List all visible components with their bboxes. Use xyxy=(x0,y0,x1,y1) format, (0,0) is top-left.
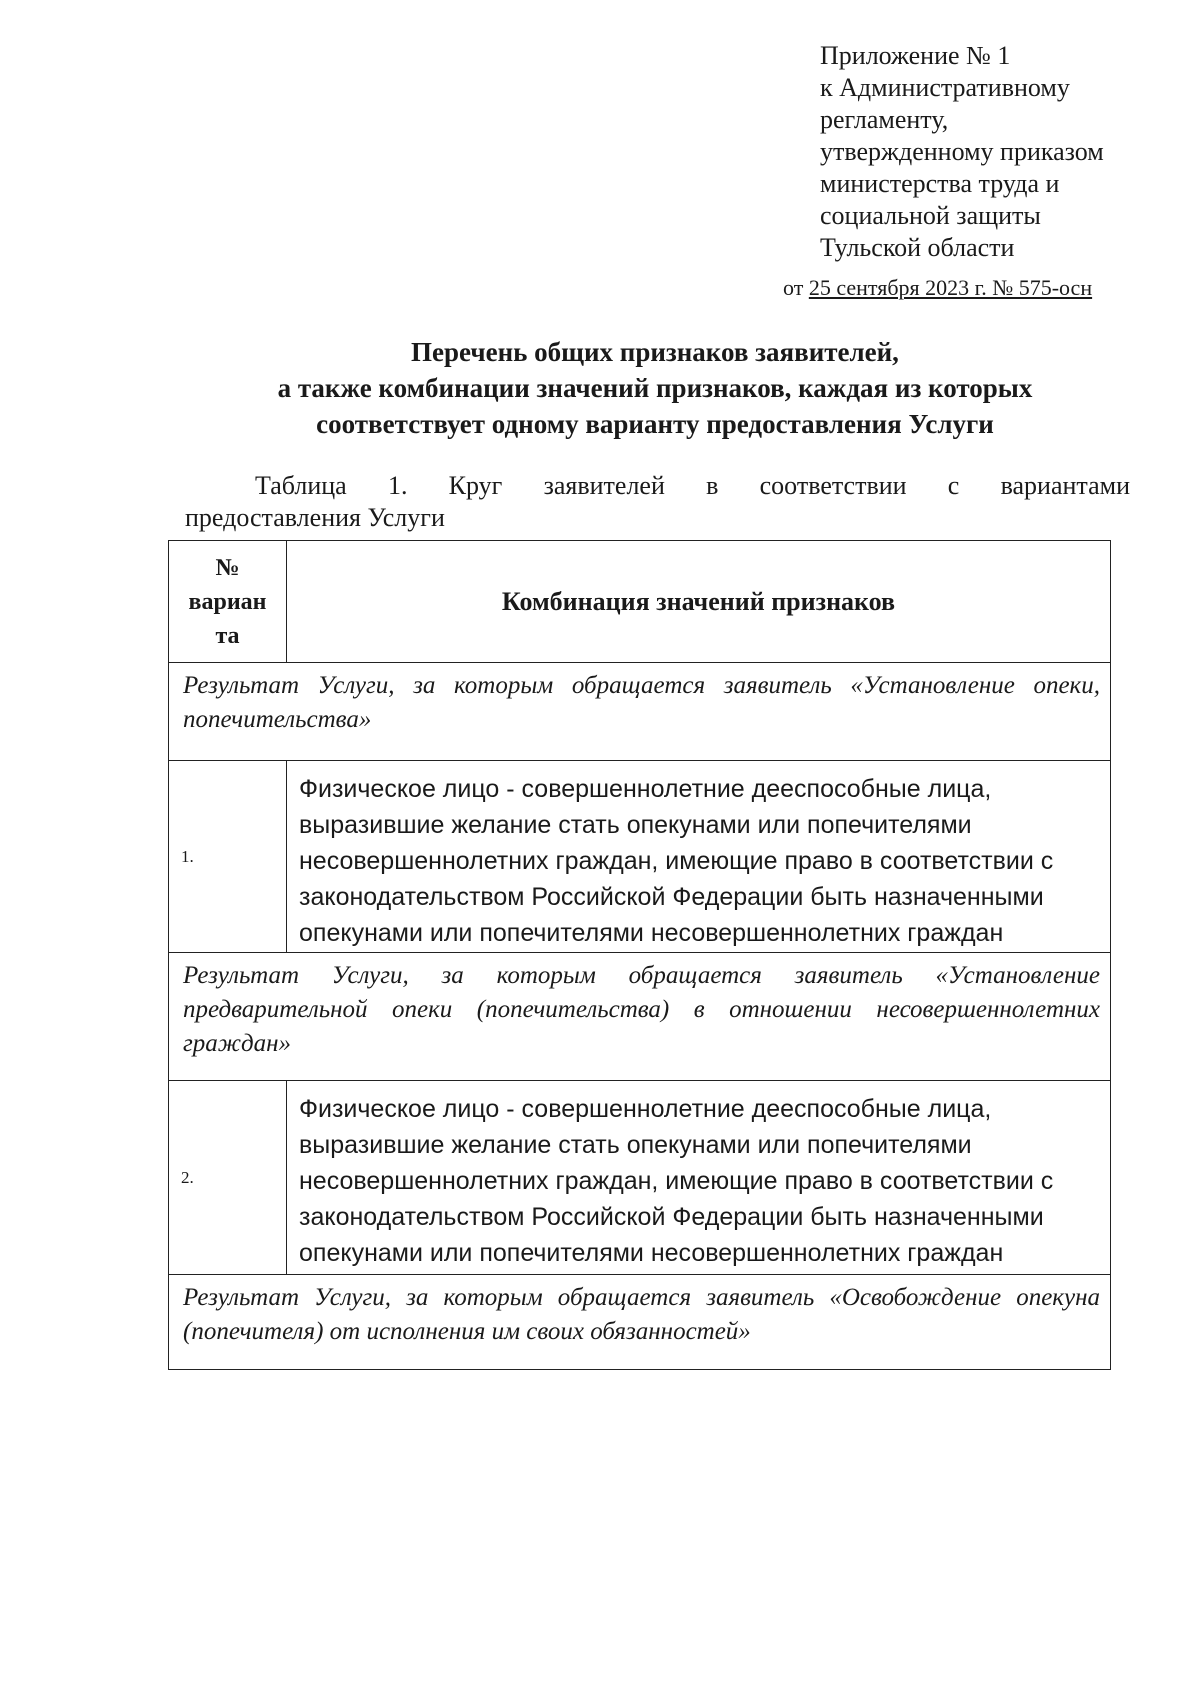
annex-block xyxy=(820,40,1180,264)
description-line: опекунами или попечителями несовершеннолетних граждан xyxy=(299,1239,1004,1267)
annex-line: социальной защиты xyxy=(820,201,1041,230)
description-line: опекунами или попечителями несовершеннолетних граждан xyxy=(299,919,1004,947)
description-line: несовершеннолетних граждан, имеющие право в соответствии с xyxy=(299,1167,1054,1195)
annex-line: Тульской области xyxy=(820,233,1015,262)
title-line: а также комбинации значений признаков, каждая из которых xyxy=(277,373,1033,403)
variant-description xyxy=(287,1081,1110,1274)
annex-date xyxy=(783,275,1092,301)
header-combination: Комбинация значений признаков xyxy=(501,586,896,616)
description-line: законодательством Российской Федерации быть назначенными xyxy=(299,883,1044,911)
variant-number: 1. xyxy=(169,761,287,952)
table-row xyxy=(169,1081,1110,1275)
table-caption xyxy=(185,470,1130,534)
description-line: выразившие желание стать опекунами или попечителями xyxy=(299,811,972,839)
table-header-row xyxy=(169,541,1110,663)
document-title xyxy=(170,334,1140,442)
annex-date-prefix: от xyxy=(783,275,804,300)
table-row xyxy=(169,761,1110,953)
variant-number: 2. xyxy=(169,1081,287,1274)
description-line: выразившие желание стать опекунами или попечителями xyxy=(299,1131,972,1159)
title-line: Перечень общих признаков заявителей, xyxy=(411,337,899,367)
variant-description xyxy=(287,761,1110,952)
header-num-line: № xyxy=(215,554,240,581)
applicants-table xyxy=(168,540,1111,1370)
description-line: законодательством Российской Федерации быть назначенными xyxy=(299,1203,1044,1231)
annex-line: регламенту, xyxy=(820,105,949,134)
header-num-line: вариан xyxy=(188,588,267,615)
caption-line-2: предоставления Услуги xyxy=(185,503,445,532)
title-line: соответствует одному варианту предоставления Услуги xyxy=(316,409,994,439)
annex-line: министерства труда и xyxy=(820,169,1060,198)
description-line: Физическое лицо - совершеннолетние дееспособные лица, xyxy=(299,1095,992,1123)
annex-line: к Административному xyxy=(820,73,1070,102)
header-variant-number xyxy=(169,541,287,662)
result-row: Результат Услуги, за которым обращается заявитель «Установление предварительной опеки (попечительства) в отношении несовершеннолетних граждан» xyxy=(169,953,1110,1081)
annex-line: утвержденному приказом xyxy=(820,137,1104,166)
result-row: Результат Услуги, за которым обращается заявитель «Установление опеки, попечительства» xyxy=(169,663,1110,761)
description-line: несовершеннолетних граждан, имеющие право в соответствии с xyxy=(299,847,1054,875)
header-num-line: та xyxy=(215,622,240,649)
annex-date-value: 25 сентября 2023 г. № 575-осн xyxy=(808,275,1093,300)
annex-line: Приложение № 1 xyxy=(820,41,1011,70)
caption-line-1: Таблица 1. Круг заявителей в соответствии с вариантами xyxy=(255,471,1130,500)
result-row: Результат Услуги, за которым обращается заявитель «Освобождение опекуна (попечителя) от исполнения им своих обязанностей» xyxy=(183,1284,1100,1345)
description-line: Физическое лицо - совершеннолетние дееспособные лица, xyxy=(299,775,992,803)
